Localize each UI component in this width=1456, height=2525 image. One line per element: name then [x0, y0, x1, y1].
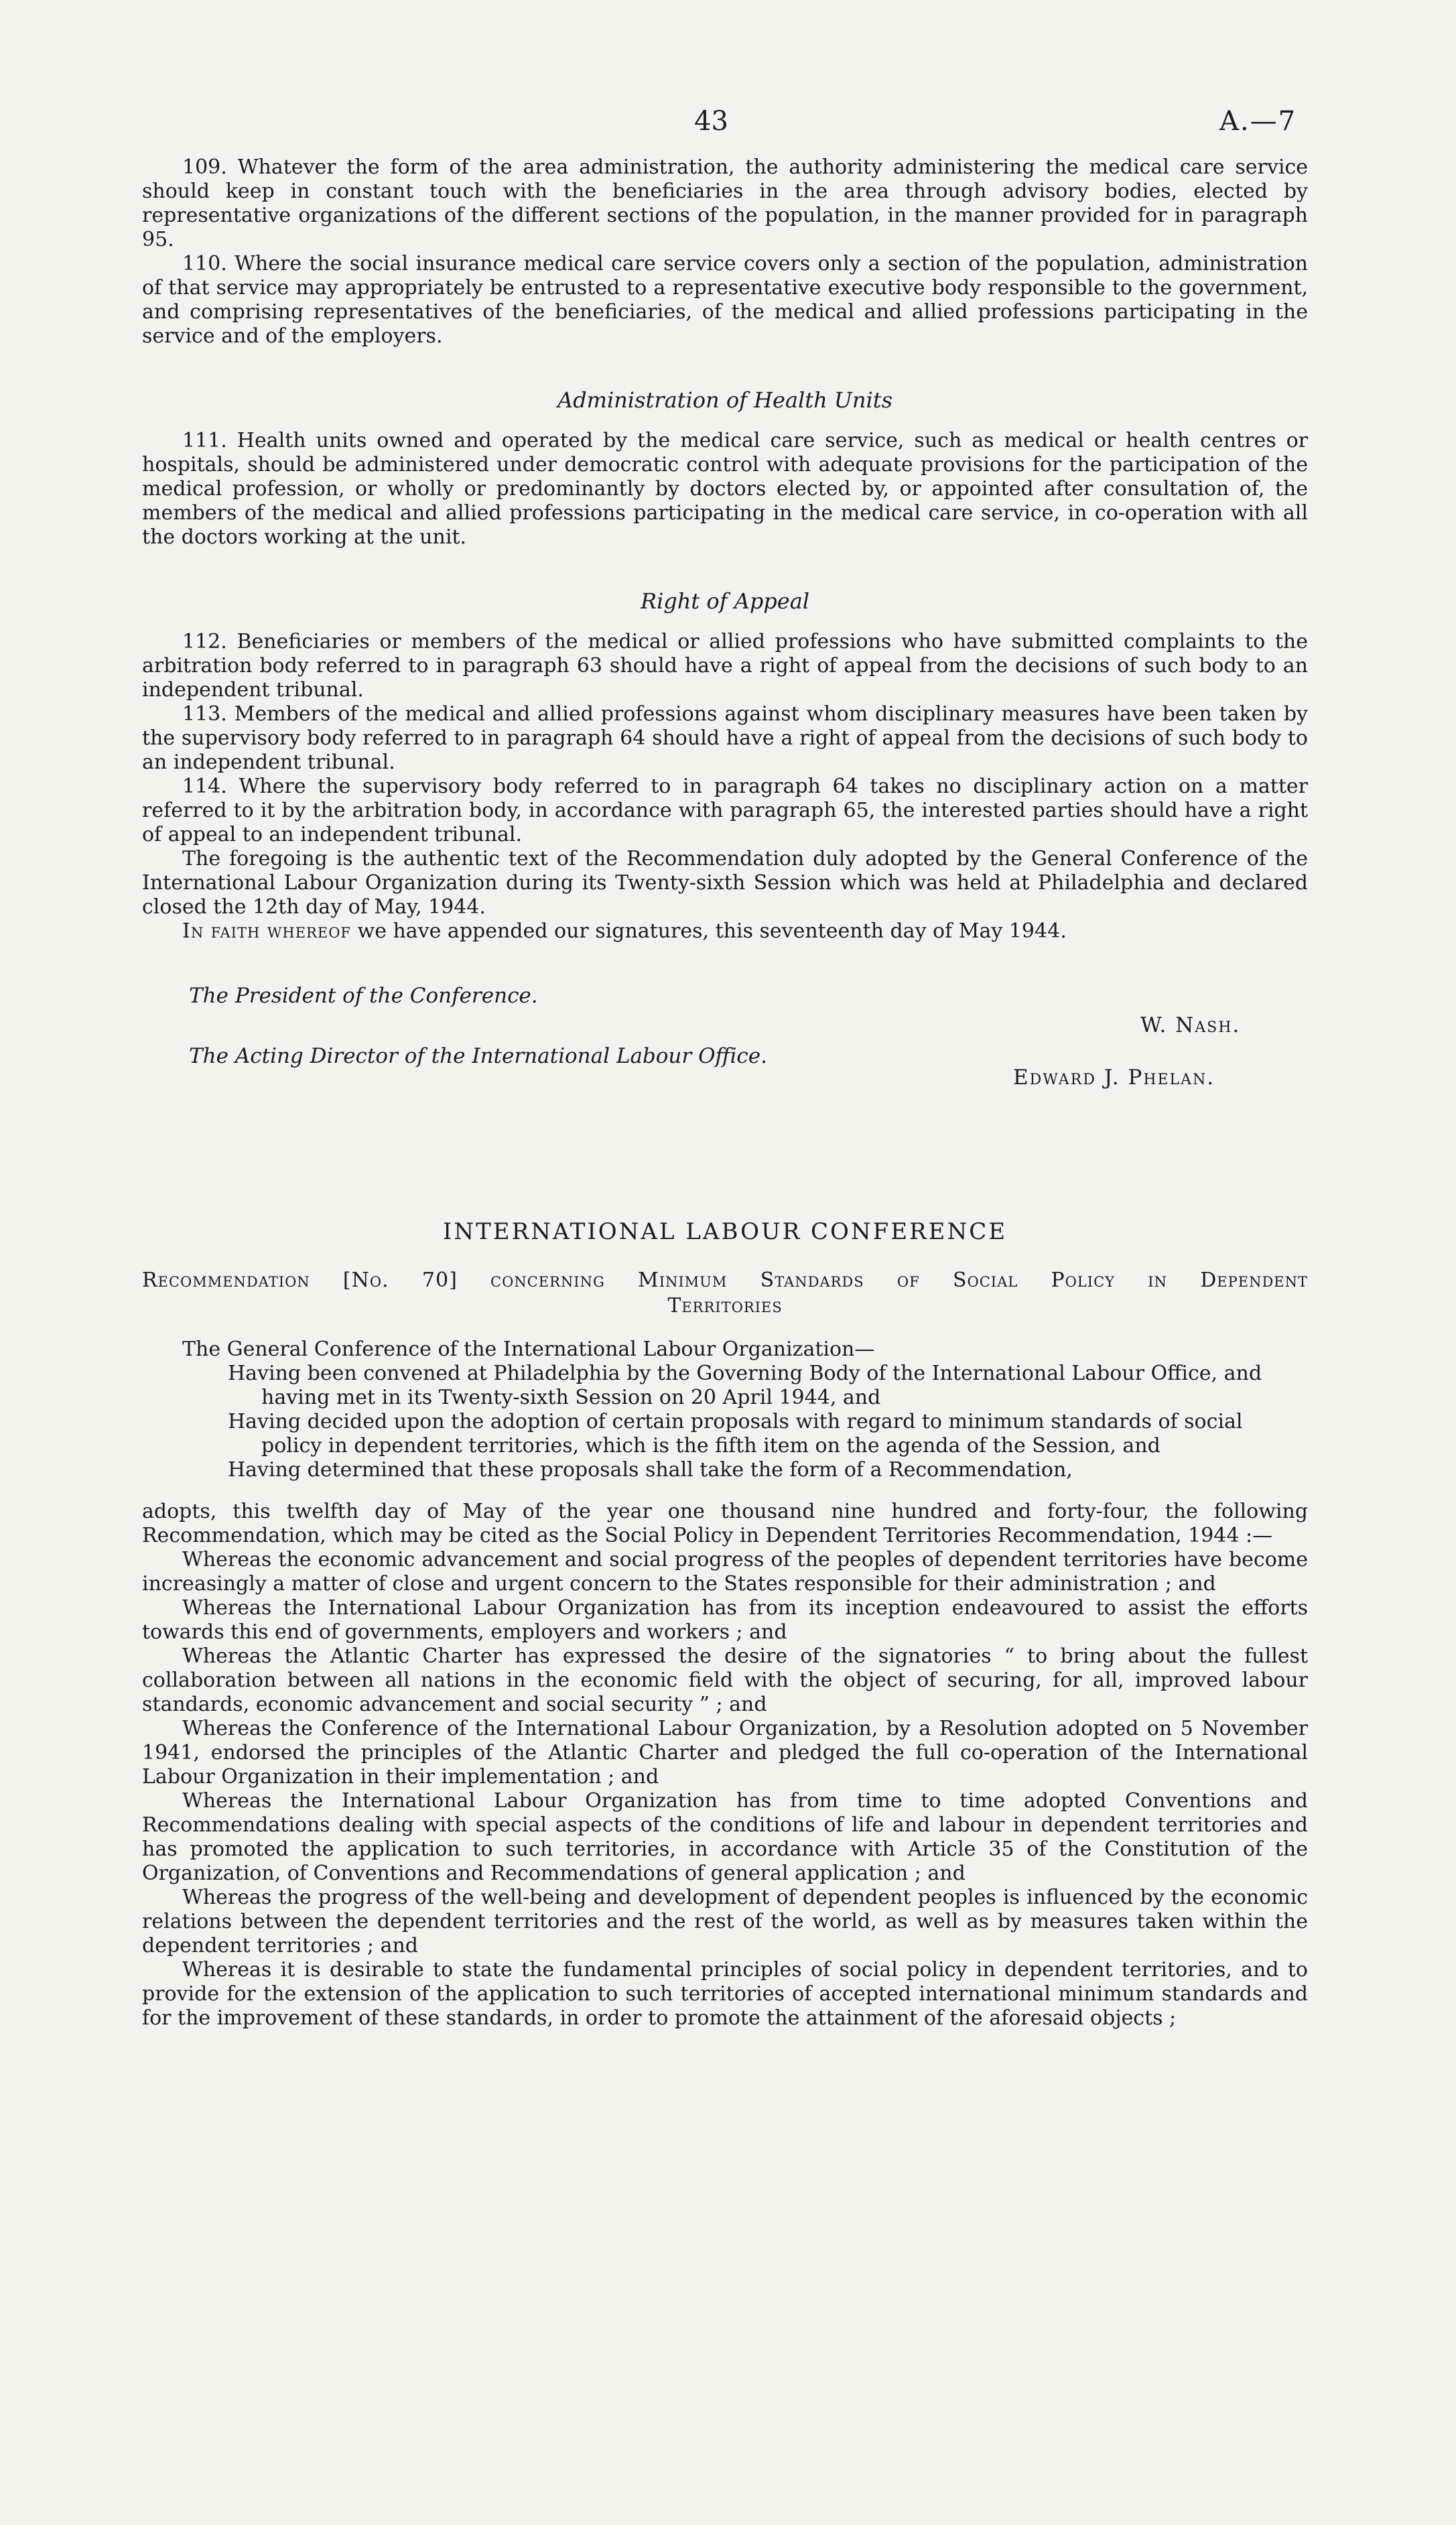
paragraph-109: 109. Whatever the form of the area administration, the authority administering the medical care service should keep in constant touch with the beneficiaries in the area through advisory bodies, elected by representative organizations of the different sections of the population, in the manner provided for in paragraph 95.	[142, 155, 1308, 251]
paragraph-114: 114. Where the supervisory body referred to in paragraph 64 takes no disciplinary action on a matter referred to it by the arbitration body, in accordance with paragraph 65, the interested parties should have a right of appeal to an independent tribunal.	[142, 775, 1308, 846]
president-signature: W. Nash.	[1140, 1013, 1241, 1037]
conference-title: INTERNATIONAL LABOUR CONFERENCE	[442, 1218, 1008, 1245]
paragraph-110: 110. Where the social insurance medical care service covers only a section of the population, administration of that service may appropriately be entrusted to a representative executive body responsible to the government, and comprising representatives of the beneficiaries, of the medical and allied professions participating in the service and of the employers.	[142, 252, 1308, 348]
recommendation-title-line1: Recommendation [No. 70] concerning Minimum Standards of Social Policy in Dependent	[142, 1269, 1308, 1292]
whereas-clause: Whereas it is desirable to state the fundamental principles of social policy in dependent territories, and to provide for the extension of the application to such territories of accepted international minimum standards and for the improvement of these standards, in order to promote the attainment of the aforesaid objects ;	[142, 1958, 1308, 2030]
whereas-clause: Whereas the progress of the well-being and development of dependent peoples is influenced by the economic relations between the dependent territories and the rest of the world, as well as by measures taken within the dependent territories ; and	[142, 1886, 1308, 1957]
in-faith-whereof-text: we have appended our signatures, this seventeenth day of May 1944.	[350, 919, 1067, 943]
paragraph-113: 113. Members of the medical and allied professions against whom disciplinary measures have been taken by the supervisory body referred to in paragraph 64 should have a right of appeal from the decisions of such body to an independent tribunal.	[142, 702, 1308, 774]
section-title-right-of-appeal: Right of Appeal	[640, 588, 810, 614]
section-title-health-units: Administration of Health Units	[557, 387, 892, 413]
having-clause: Having decided upon the adoption of certain proposals with regard to minimum standards of social policy in dependent territories, which is the fifth item on the agenda of the Session, and	[228, 1410, 1243, 1458]
preamble	[142, 1338, 1308, 2030]
paragraph-111: 111. Health units owned and operated by the medical care service, such as medical or health centres or hospitals, should be administered under democratic control with adequate provisions for the participation of the medical profession, or wholly or predominantly by doctors elected by, or appointed after consultation of, the members of the medical and allied professions participating in the medical care service, in co-operation with all the doctors working at the unit.	[142, 429, 1308, 549]
president-label: The President of the Conference.	[189, 984, 538, 1008]
whereas-clause: Whereas the Conference of the International Labour Organization, by a Resolution adopted on 5 November 1941, endorsed the principles of the Atlantic Charter and pledged the full co-operation of the International Labour Organization in their implementation ; and	[142, 1717, 1308, 1789]
authentic-text-statement: The foregoing is the authentic text of the Recommendation duly adopted by the General Conference of the International Labour Organization during its Twenty-sixth Session which was held at Philadelphia and declared closed the 12th day of May, 1944.	[142, 847, 1308, 919]
signature-block	[142, 984, 1308, 1118]
in-faith-whereof-lead: In faith whereof	[182, 919, 351, 943]
page-number: 43	[694, 106, 728, 137]
page-header	[0, 106, 1456, 146]
whereas-clause: Whereas the International Labour Organization has from time to time adopted Conventions and Recommendations dealing with special aspects of the conditions of life and labour in dependent territories and has promoted the application to such territories, in accordance with Article 35 of the Constitution of the Organization, of Conventions and Recommendations of general application ; and	[142, 1789, 1308, 1885]
recommendation-title-line2: Territories	[667, 1294, 783, 1317]
page-body	[142, 155, 1308, 2030]
document-reference: A.—7	[1219, 106, 1297, 137]
director-signature: Edward J. Phelan.	[1013, 1065, 1215, 1090]
paragraph-112: 112. Beneficiaries or members of the medical or allied professions who have submitted complaints to the arbitration body referred to in paragraph 63 should have a right of appeal from the decisions of such body to an independent tribunal.	[142, 630, 1308, 702]
recommendation-title	[142, 1268, 1308, 1319]
preamble-intro: The General Conference of the International Labour Organization—	[182, 1338, 875, 1361]
whereas-clause: Whereas the Atlantic Charter has expressed the desire of the signatories “ to bring about the fullest collaboration between all nations in the economic field with the object of securing, for all, improved labour standards, economic advancement and social security ” ; and	[142, 1644, 1308, 1716]
in-faith-whereof	[142, 919, 1308, 944]
director-label: The Acting Director of the International Labour Office.	[189, 1044, 767, 1068]
whereas-clause: Whereas the International Labour Organization has from its inception endeavoured to assist the efforts towards this end of governments, employers and workers ; and	[142, 1596, 1308, 1644]
having-clause: Having determined that these proposals shall take the form of a Recommendation,	[228, 1458, 1073, 1482]
whereas-clause: Whereas the economic advancement and social progress of the peoples of dependent territories have become increasingly a matter of close and urgent concern to the States responsible for their administration ; and	[142, 1548, 1308, 1596]
having-clause: Having been convened at Philadelphia by the Governing Body of the International Labour Office, and having met in its Twenty-sixth Session on 20 April 1944, and	[228, 1362, 1262, 1409]
adopts-clause: adopts, this twelfth day of May of the year one thousand nine hundred and forty-four, the following Recommendation, which may be cited as the Social Policy in Dependent Territories Recommendation, 1944 :—	[142, 1500, 1308, 1547]
